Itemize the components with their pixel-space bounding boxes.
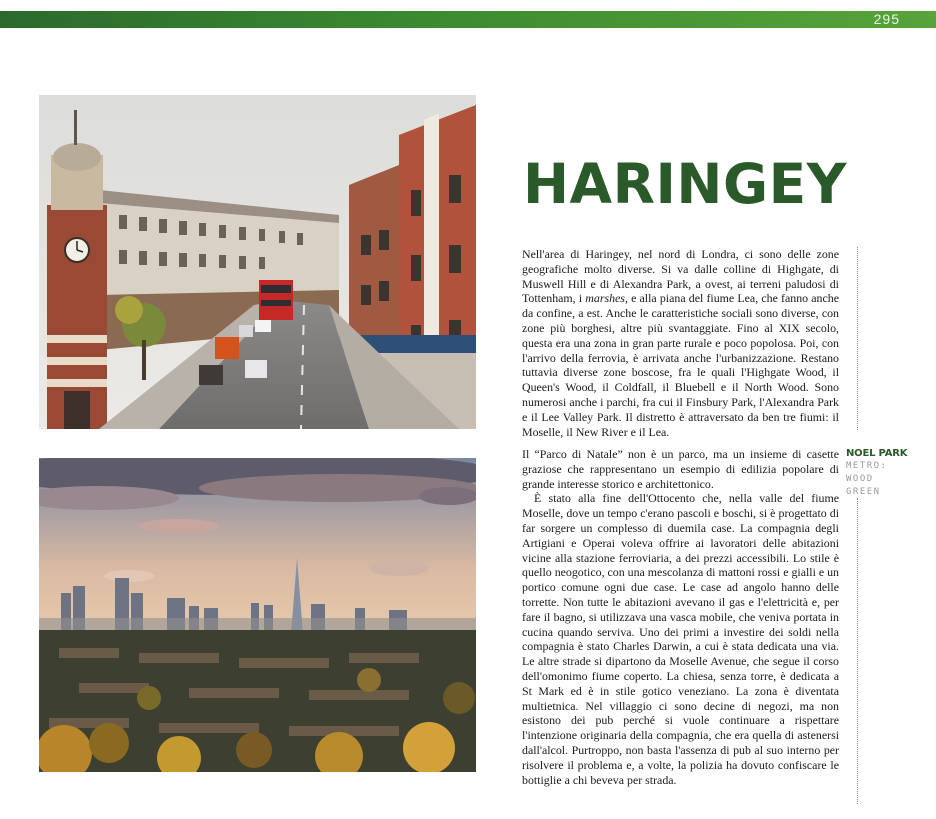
dotted-rule-bottom xyxy=(857,498,858,804)
intro-italic-term: marshes xyxy=(585,291,625,306)
noel-park-paragraph-2 xyxy=(522,491,839,787)
intro-text-part-2: , e alla piana del fiume Lea, che fanno anche da confine, a est. Anche le caratteristiche sociali sono diverse, con zone più borghesi, altre più svantaggiate. Fino al XIX secolo, questa era una zona in gran parte rurale e poco popolosa. Poi, con l'arrivo della ferrovia, è arrivata anche l'urbanizzazione. Restano tuttavia diverse zone boscose, fra le quali l'Highgate Wood, il Queen's Wood, il Coldfall, il Bluebell e il North Wood. Sono numerosi anche i parchi, fra cui il Finsbury Park, l'Alexandra Park e il Lee Valley Park. Il distretto è attraversato da ben tre fiumi: il Moselle, il New River e il Lea. xyxy=(522,291,839,439)
skyline-photo-icon xyxy=(39,458,476,772)
page-number: 295 xyxy=(873,11,900,27)
location-sidebar xyxy=(846,447,916,499)
noel-park-section xyxy=(522,447,839,787)
street-photo-icon xyxy=(39,95,476,429)
noel-park-paragraph-2-text: È stato alla fine dell'Ottocento che, nella valle del fiume Moselle, dove un tempo c'erano pascoli e boschi, si è progettato di far sorgere un complesso di duemila case. La compagnia degli Artigiani e Operai voleva offrire ai lavoratori delle abitazioni vicine alla stazione ferroviaria, a dei prezzi accessibili. Lo stile è quello neogotico, con una mescolanza di mattoni rossi e gialli e un portico comune ogni due case. Le case ad angolo hanno delle torrette. Non tutte le abitazioni avevano il gas e l'elettricità e, per fare il bagno, si utilizzava una vasca mobile, che veniva portata in cucina quando serviva. Uno dei primi a investire dei soldi nella compagnia è stato Charles Darwin, a cui è stata dedicata una via. Le altre strade si dipartono da Moselle Avenue, che segue il corso dell'omonimo fiume coperto. La chiesa, senza torre, è dedicata a St Mark ed è in stile gotico veneziano. La zona è diventata multietnica. Nel villaggio ci sono decine di negozi, ma non esistono dei pub perché si vuole continuare a rispettare l'intenzione originaria della compagnia, che era quella di astenersi dall'alcol. Purtroppo, non basta l'assenza di pub al suo interno per risolvere il problema e, a volte, la polizia ha dovuto confiscare le bottiglie a chi beveva per strada. xyxy=(522,491,840,787)
sidebar-place-name: NOEL PARK xyxy=(846,448,908,459)
noel-park-paragraph-1: Il “Parco di Natale” non è un parco, ma un insieme di casette graziose che rappresentano un esempio di edilizia popolare di grande interesse storico e architettonico. xyxy=(522,447,839,491)
street-photo xyxy=(39,95,476,429)
article-title: HARINGEY xyxy=(523,152,847,216)
intro-paragraph xyxy=(522,247,839,439)
intro-text-part-1: Nell'area di Haringey, nel nord di Londra, ci sono delle zone geografiche molto diverse. Si va dalle colline di Highgate, di Muswell Hill e di Alexandra Park, a ovest, ai terreni paludosi di Tottenham, i xyxy=(522,247,839,306)
sidebar-metro-info: METRO: WOOD GREEN xyxy=(846,461,888,497)
skyline-photo xyxy=(39,458,476,772)
dotted-rule-top xyxy=(857,247,858,430)
header-bar xyxy=(0,11,936,28)
